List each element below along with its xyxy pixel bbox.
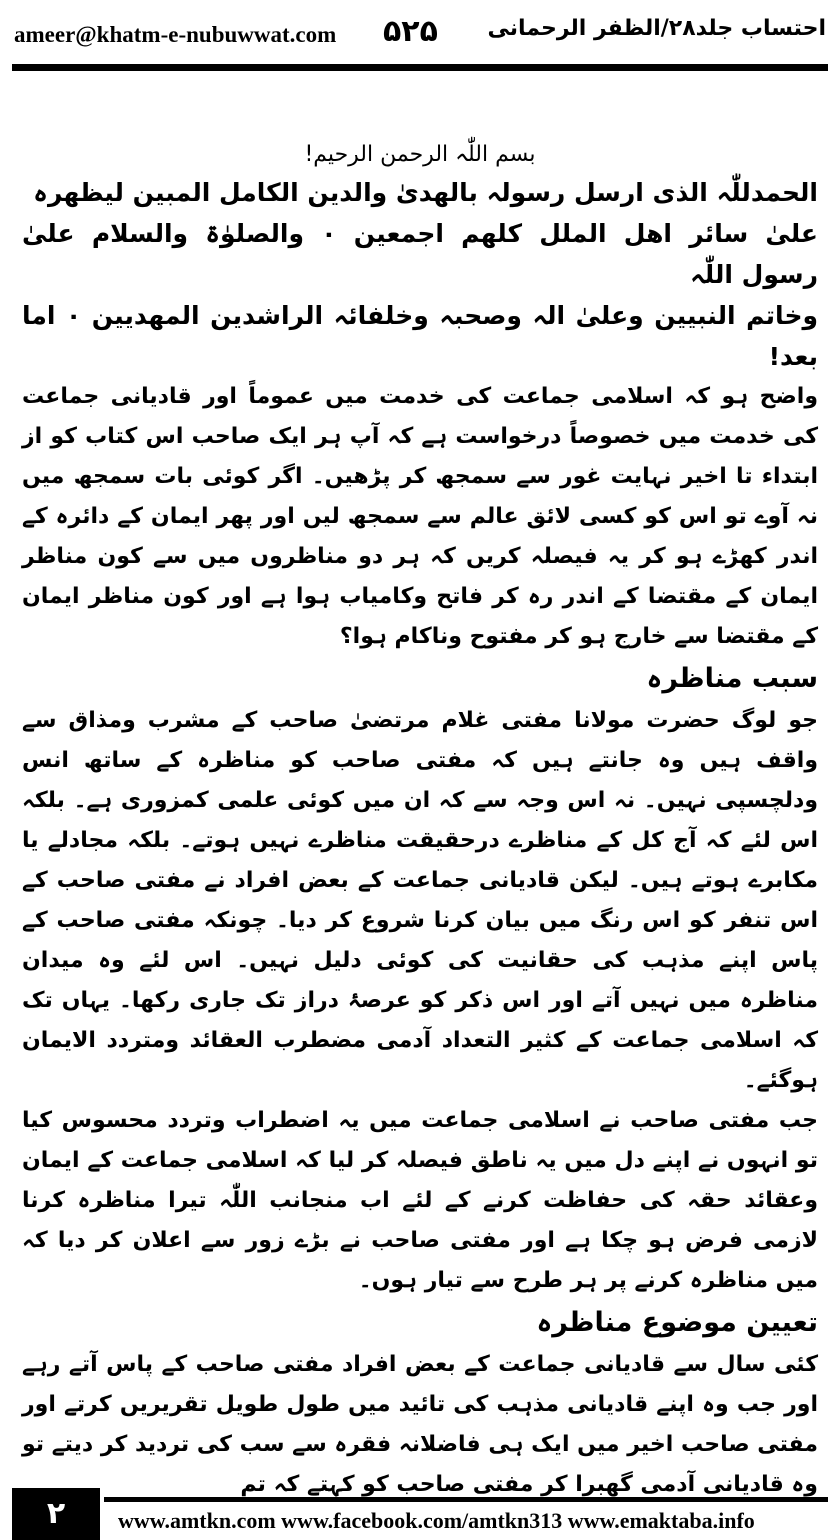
header-email: ameer@khatm-e-nubuwwat.com bbox=[14, 22, 337, 47]
section-heading-reason: سبب مناظرہ bbox=[646, 663, 818, 694]
arabic-line: وخاتم النبیین وعلیٰ الہ وصحبہ وخلفائہ الراشدین المھدیین ۰ اما بعد! bbox=[22, 301, 819, 371]
page-content bbox=[22, 138, 818, 1505]
intro-paragraph: واضح ہو کہ اسلامی جماعت کی خدمت میں عموماً اور قادیانی جماعت کی خدمت میں خصوصاً درخواست ہے کہ آپ ہر ایک صاحب اس کتاب کو از ابتداء تا اخیر نہایت غور سے سمجھ کر پڑھیں۔ اگر کوئی بات سمجھ میں نہ آوے تو اس کو کسی لائق عالم سے سمجھ لیں اور پھر ایمان کے دائرہ کے اندر کھڑے ہو کر یہ فیصلہ کریں کہ ہر دو مناظروں میں سے کون مناظر ایمان کے مقتضا کے اندر رہ کر فاتح وکامیاب ہوا ہے اور کون مناظر ایمان کے مقتضا سے خارج ہو کر مفتوح وناکام ہوا؟ bbox=[22, 384, 818, 649]
header-rule bbox=[12, 64, 828, 71]
arabic-line: علیٰ سائر اھل الملل کلھم اجمعین ۰ والصلوٰۃ والسلام علیٰ رسول اللّٰہ bbox=[22, 219, 818, 289]
arabic-line: الحمدللّٰہ الذی ارسل رسولہ بالھدیٰ والدین الکامل المبین لیظھرہ bbox=[33, 178, 818, 207]
arabic-opening bbox=[22, 172, 818, 377]
page-header bbox=[0, 0, 840, 66]
footer-page-number: ۲ bbox=[12, 1488, 100, 1540]
paragraph: جو لوگ حضرت مولانا مفتی غلام مرتضیٰ صاحب کے مشرب ومذاق سے واقف ہیں وہ جانتے ہیں کہ مفتی صاحب کو مناظرہ کے ساتھ انس ودلچسپی نہیں۔ نہ اس وجہ سے کہ ان میں کوئی علمی کمزوری ہے۔ بلکہ اس لئے کہ آج کل کے مناظرے درحقیقت مناظرے نہیں ہوتے۔ بلکہ مجادلے یا مکابرے ہوتے ہیں۔ لیکن قادیانی جماعت کے بعض افراد نے مفتی صاحب کے اس تنفر کو اس رنگ میں بیان کرنا شروع کر دیا۔ چونکہ مفتی صاحب کے پاس اپنے مذہب کی حقانیت کی کوئی دلیل نہیں۔ اس لئے وہ میدان مناظرہ میں نہیں آتے اور اس ذکر کو عرصۂ دراز تک جاری رکھا۔ یہاں تک کہ اسلامی جماعت کے کثیر التعداد آدمی مضطرب العقائد ومتردد الایمان ہوگئے۔ bbox=[22, 708, 818, 1093]
header-page-number: ۵۲۵ bbox=[383, 14, 438, 49]
paragraph: جب مفتی صاحب نے اسلامی جماعت میں یہ اضطراب وتردد محسوس کیا تو انہوں نے اپنے دل میں یہ ناطق فیصلہ کر لیا کہ اسلامی جماعت کے ایمان وعقائد حقہ کی حفاظت کرنے کے لئے اب منجانب اللّٰہ تیرا مناظرہ کرنا لازمی فرض ہو چکا ہے اور مفتی صاحب نے بڑے زور سے اعلان کر دیا کہ میں مناظرہ کرنے پر ہر طرح سے تیار ہوں۔ bbox=[22, 1108, 818, 1293]
footer-links: www.amtkn.com www.facebook.com/amtkn313 www.emaktaba.info bbox=[118, 1508, 755, 1533]
section-heading-topic: تعیین موضوع مناظرہ bbox=[536, 1307, 818, 1338]
paragraph: کئی سال سے قادیانی جماعت کے بعض افراد مفتی صاحب کے پاس آتے رہے اور جب وہ اپنے قادیانی مذہب کی تائید میں طول طویل تقریریں کرتے اور مفتی صاحب اخیر میں ایک ہی فاضلانہ فقرہ سے سب کی تردید کر دیتے تو وہ قادیانی آدمی گھبرا کر مفتی صاحب کو کہتے کہ تم bbox=[22, 1352, 818, 1497]
bismillah: بسم اللّٰہ الرحمن الرحیم! bbox=[304, 142, 536, 167]
footer-rule bbox=[104, 1497, 828, 1502]
header-book-title: احتساب جلد۲۸/الظفر الرحمانی bbox=[487, 16, 826, 41]
